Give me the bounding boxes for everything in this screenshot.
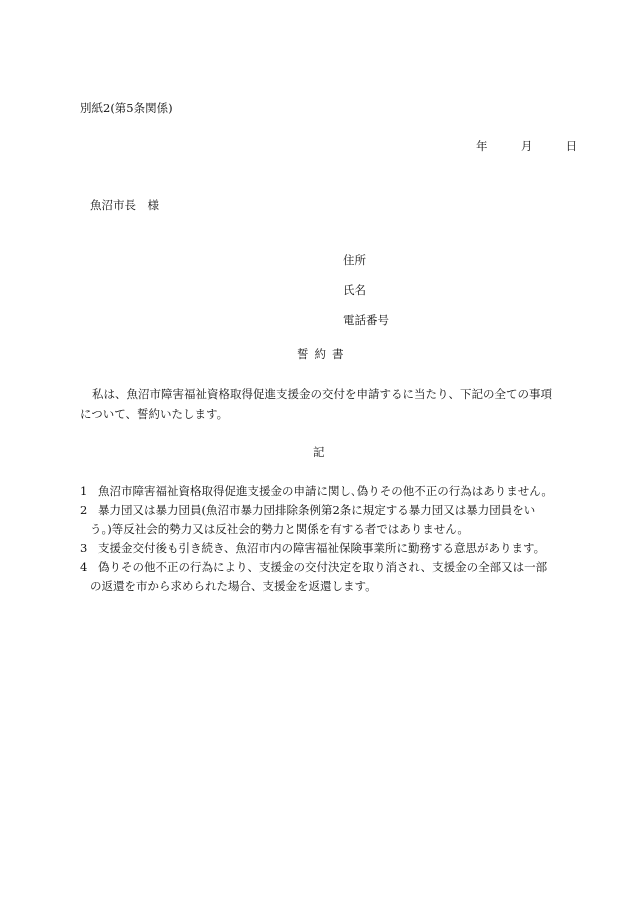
item-text: 暴力団又は暴力団員(魚沼市暴力団排除条例第2条に規定する暴力団又は暴力団員をい <box>98 503 536 517</box>
item-number: 3 <box>80 541 88 555</box>
date-year: 年 <box>476 139 488 153</box>
ki-heading: 記 <box>313 445 325 459</box>
item-text-continued: う。)等反社会的勢力又は反社会的勢力と関係を有する者ではありません。 <box>90 522 469 536</box>
item-text: 偽りその他不正の行為により、支援金の交付決定を取り消され、支援金の全部又は一部 <box>98 560 548 574</box>
item-number: 1 <box>80 484 88 498</box>
date-day: 日 <box>565 139 578 153</box>
item-text: 支援金交付後も引き続き、魚沼市内の障害福祉保険事業所に勤務する意思があります。 <box>98 541 546 555</box>
intro-paragraph: 私は、魚沼市障害福祉資格取得促進支援金の交付を申請するに当たり、下記の全ての事項について、誓約いたします。 <box>80 387 552 421</box>
name-label: 氏名 <box>343 283 366 297</box>
item-number: 2 <box>80 503 88 517</box>
list-item <box>80 539 570 558</box>
addressee: 魚沼市長 様 <box>90 198 159 212</box>
item-text-continued: の返還を市から求められた場合、支援金を返還します。 <box>90 579 377 593</box>
list-item <box>80 501 570 539</box>
item-number: 4 <box>80 560 88 574</box>
date-line <box>476 138 577 154</box>
document-title: 誓約書 <box>297 347 350 361</box>
list-item <box>80 558 570 596</box>
list-item <box>80 482 570 501</box>
date-month: 月 <box>520 139 533 153</box>
phone-label: 電話番号 <box>343 313 389 327</box>
item-text: 魚沼市障害福祉資格取得促進支援金の申請に関し､偽りその他不正の行為はありません。 <box>98 484 553 498</box>
form-label: 別紙2(第5条関係) <box>80 101 173 115</box>
address-label: 住所 <box>343 253 366 267</box>
